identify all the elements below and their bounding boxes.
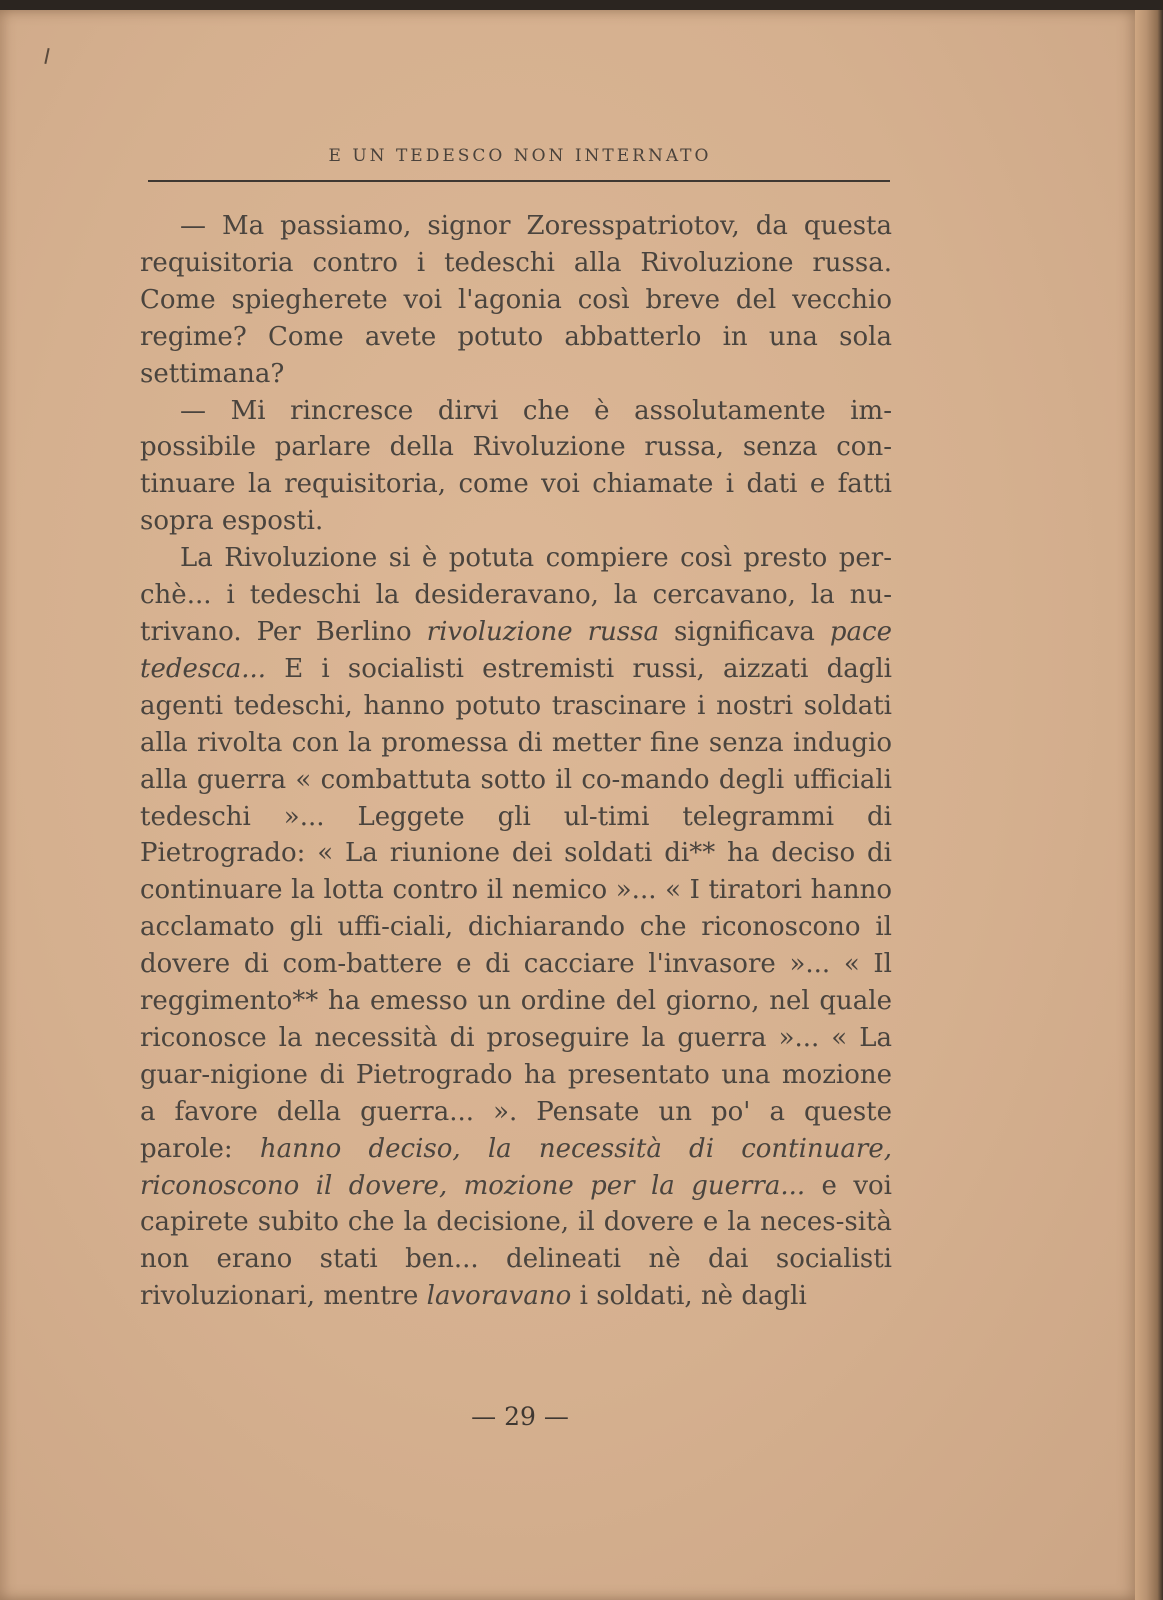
text-run: i soldati, nè dagli <box>571 1281 807 1312</box>
text-run: E i socialisti estremisti russi, aizzati dagli agenti tedeschi, hanno potuto trascinare i nostri soldati alla rivolta con la promessa di metter fine senza indugio alla guerra « combattuta sotto il co-mando degli ufficiali tedeschi »... Leggete gli ul-timi telegrammi di Pietrogrado: « La riunione dei soldati di** ha deciso di continuare la lotta contro il nemico »... « I tiratori hanno acclamato gli uffi-ciali, dichiarando che riconoscono il dovere di com-battere e di cacciare l'invasore »... « Il reggimento** ha emesso un ordine del giorno, nel quale riconosce la necessità di proseguire la guerra »... « La guar-nigione di Pietrogrado ha presentato una mozione a favore della guerra... ». Pensate un po' a queste parole: <box>140 653 892 1164</box>
paragraph <box>140 540 892 1315</box>
header-rule <box>148 180 890 182</box>
italic-phrase: pace tedesca... <box>140 616 892 684</box>
italic-phrase: lavoravano <box>426 1281 572 1312</box>
body-text <box>140 208 892 1315</box>
page-number: — 29 — <box>471 1402 569 1431</box>
text-run: La Rivoluzione si è potuta compiere così presto per-chè... i tedeschi la desideravano, la cercavano, la nu-trivano. Per Berlino <box>140 543 892 647</box>
paragraph <box>140 393 892 541</box>
text-run: significava <box>658 616 830 647</box>
text-run: — Mi rincresce dirvi che è assolutamente im-possibile parlare della Rivoluzione russa, senza con-tinuare la requisitoria, come voi chiamate i dati e fatti sopra esposti. <box>140 395 892 537</box>
running-head: E UN TEDESCO NON INTERNATO <box>328 146 712 166</box>
text-run: e voi capirete subito che la decisione, il dovere e la neces-sità non erano stati ben... delineati nè dai socialisti rivoluzionari, mentre <box>140 1170 892 1312</box>
italic-phrase: rivoluzione russa <box>426 616 659 647</box>
italic-phrase: hanno deciso, la necessità di continuare, riconoscono il dovere, mozione per la guerra... <box>140 1133 893 1201</box>
page-edge <box>1135 10 1163 1600</box>
paragraph <box>140 208 892 393</box>
text-run: — Ma passiamo, signor Zoresspatriotov, da questa requisitoria contro i tedeschi alla Rivoluzione russa. Come spiegherete voi l'agonia così breve del vecchio regime? Come avete potuto abbatterlo in una sola settimana? <box>140 211 892 389</box>
